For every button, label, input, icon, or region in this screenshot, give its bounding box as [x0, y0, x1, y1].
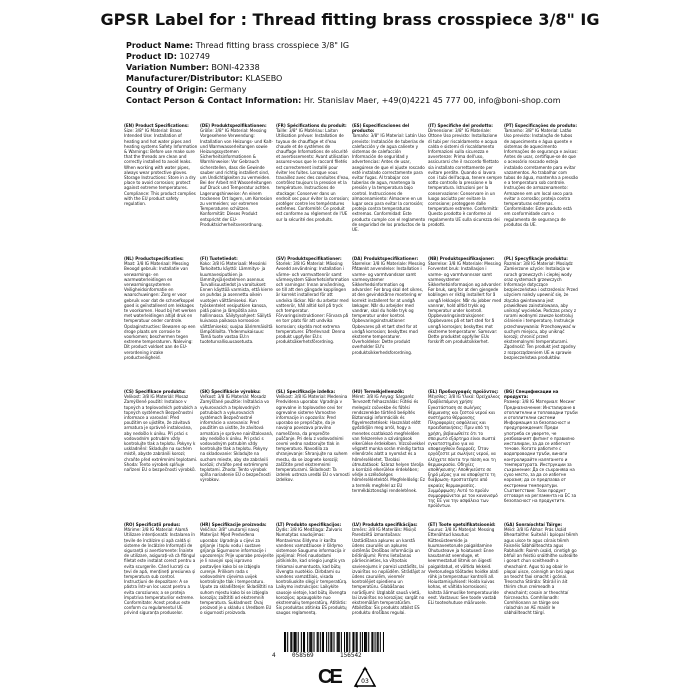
spec-section — [276, 256, 350, 386]
country-value: Germany — [209, 85, 247, 94]
contact-label: Contact Person & Contact Information: — [126, 96, 302, 105]
barcode — [270, 632, 390, 662]
section-body: Storlek: 3/8 IG Material: Mässing Avsedd användning: Installation i värme- och varmvattenrör samt värmesystem Säkerhetsinformation och varningar: Innan användning, se till att den gängade kopplingen är korrekt installerad för att undvika läckor. När du arbetar med vattenrör, håll alltid koll på tryck och temperatur. Förvaringsinstruktioner: Förvara på en torr plats för att undvika korrosion; skydda mot extrema temperaturer. Efterlevnad: Denna produkt uppfyller EU:s produktsäkerhetsförordning. — [276, 261, 350, 345]
section-heading: (IT) Specifiche del prodotto: — [428, 123, 493, 128]
product-name-label: Product Name: — [126, 41, 194, 50]
section-heading: (CS) Specifikace produktu: — [124, 389, 186, 394]
section-heading: (SK) Špecifikácie výrobku: — [200, 389, 261, 394]
section-heading: (SV) Produktspecifikationer: — [276, 256, 342, 261]
section-heading: (HU) Termékjellemzők: — [352, 389, 405, 394]
variation-label: Variation Number: — [126, 63, 209, 72]
spec-section — [428, 123, 502, 253]
section-body: Taille: 3/8" IG Matériau: Laiton Utilisation prévue: Installation de tuyaux de chauffage et d'eau chaude et de systèmes de chauffage Informations de sécurité et avertissements: Avant utilisation assurez-vous que le raccord filetés est correctement installé pour éviter les fuites. Lorsque vous travaillez avec des conduites d'eau, contrôlez toujours la pression et la température. Instructions de stockage: Conserver dans un endroit sec pour éviter la corrosion; protéger contre les températures extrêmes. Conformité: Ce produit est conforme au règlement de l'UE sur la sécurité des produits. — [276, 128, 350, 222]
section-heading: (NB) Produktspesifikasjoner: — [428, 256, 495, 261]
section-body: Μέγεθος: 3/8 IG Υλικό: Ορείχαλκος Προβλεπόμενη χρήση: Εγκατάσταση σε σωλήνες θέρμανσης και ζεστού νερού και συστήματα θέρμανσης Πληροφορίες ασφάλειας και προειδοποιήσεις: Πριν από τη χρήση, βεβαιωθείτε ότι το σπειρωτό εξάρτημα είναι σωστά εγκατεστημένο για να αποφευχθούν διαρροές. Όταν εργάζεστε με σωλήνες νερού, να ελέγχετε πάντα την πίεση και τη θερμοκρασία. Οδηγίες αποθήκευσης: Αποθηκεύστε σε ξηρό μέρος για να αποφύγετε τη διάβρωση· προστατέψτε από ακραίες θερμοκρασίες. Συμμόρφωση: Αυτό το προϊόν συμμορφώνεται με τον κανονισμό της ΕΕ για την ασφάλεια των προϊόντων. — [428, 394, 501, 509]
section-heading: (DE) Produktspezifikationen: — [200, 123, 267, 128]
ce-mark: CE — [318, 666, 340, 688]
section-heading: (LT) Produkto specifikacijos: — [276, 522, 342, 527]
spec-row — [124, 389, 580, 519]
section-body: Maat: 3/8 IG Materiaal: Messing Beoogd gebruik: Installatie van verwarmings- en warmwaterleidingen en verwarmingssystemen Veiligheidsinformatie en waarschuwingen: Zorg er voor gebruik voor dat de schroefkoppel goed is geïnstalleerd om lekkages te voorkomen. Houd bij het werken met waterleidingen altijd druk en temperatuur onder controle. Opslaginstructies: Bewaren op een droge plaats om corrosie te voorkomen; beschermen tegen extreme temperaturen. Naleving: Dit product voldoet aan de EU-verordening inzake productveiligheid. — [124, 261, 197, 360]
spec-section — [200, 256, 274, 386]
section-body: Suurus: 3/8 IG Materjal: Messing Ettenähtud kasutus: Küttesüsteemide ja kuumaveetorude paigaldamine Ohutusteave ja hoiatused: Enne kasutamist veenduge, et keermestatud liitmik on õigesti paigaldatud, et vältida lekkeid. Veetorudega töötades hoidke alati rõhk ja temperatuur kontrolli all. Hoiustamisjuhised: Hoida kuivas kohas, et vältida korrosiooni; kaitsta äärmuslike temperatuuride eest. Vastavus: See toode vastab ELi tooteohutuse määrusele. — [428, 527, 499, 606]
section-body: Tamaño: 3/8" IG Material: Latón Uso previsto: Instalación de tuberías de calefacción y de agua caliente y sistemas de calefacción Información de seguridad y advertencias: Antes de usar, asegúrese de que el ajuste roscado esté instalado correctamente para evitar fugas. Al trabajar con tuberías de agua, mantenga la presión y la temperatura bajo control. Instrucciones de almacenamiento: Almacene en un lugar seco para evitar la corrosión; proteja contra temperaturas extremas. Conformidad: Este producto cumple con el reglamento de seguridad de los productos de la UE. — [352, 133, 426, 233]
section-body: Размер: 3/8 IG Материал: Месинг Предназначение: Инсталиране в отоплителни и топловодни тръби и отоплителни системи Информация за безопасност и предупреждения: Преди употреба се уверете, че резбованият фитинг е правилно инсталиран, за да се избегнат течове. Когато работите с водопроводни тръби, винаги контролирайте налягането и температурата. Инструкции за съхранение: Да се съхранява на сухо място, за да се избегне корозия; да се предпазва от екстремни температури. Съответствие: Този продукт отговаря на регламента на ЕС за безопасност на продуктите. — [504, 399, 578, 504]
section-heading: (GA) Sonraíochtaí Táirge: — [504, 522, 563, 527]
barcode-bars — [284, 632, 384, 652]
section-body: Méid: 3/8 IG Ábhar: Prás Úsáid Bheartaithe: Suiteáil i bpíopaí téimh agus uisce te agus córais téimh Faisnéis Sábháilteachta agus Rabhaidh: Roimh úsáid, cinntigh go bhfuil an feistiú snáithithe suiteáilte i gceart chun sceitheadh a sheachaint. Agus tú ag obair le píopaí uisce, coinnigh an brú agus an teocht faoi smacht i gcónaí. Treoracha Stórála: Stóráil in áit thirim chun creimeadh a sheachaint; cosain ar theochtaí foircneacha. Comhlíonadh: Comhlíonann an táirge seo rialachán an AE maidir le sábháilteacht táirgí. — [504, 527, 578, 616]
section-body: Größe: 3/8" IG Material: Messing Vorgesehene Verwendung: Installation von Heizungs- und Kalt- und Warmwasserleitungen sowie Heizungssystemen Sicherheitsinformationen & Warnhinweise: Vor Gebrauch sicherstellen, dass die Gewinde sauber und richtig installiert sind, um Undichtigkeiten zu vermeiden. Bei der Arbeit mit Wasserleitungen auf Druck und Temperatur achten. Lagerungshinweise: An einem trockenen Ort lagern, um Korrosion zu vermeiden; vor extremen Temperaturen schützen. Konformität: Dieses Produkt entspricht der EU-Produktsicherheitsverordnung. — [200, 128, 273, 227]
section-body: Mărime: 3/8 IG Material: Alamă Utilizare intenționată: Instalarea în țevile de încălzire și apă caldă și sisteme de încălzire Informații de siguranță și avertismente: Înainte de utilizare, asigurați-vă că fitingul filetat este instalat corect pentru a evita scurgerile. Când lucrați cu țevi de apă, mențineți presiunea și temperatura sub control. Instrucțiuni de depozitare: A se păstra într-un loc uscat pentru a evita coroziunea; a se proteja împotriva temperaturilor extreme. Conformitate: Acest produs este conform cu regulamentul UE privind siguranța produselor. — [124, 527, 196, 616]
spec-section — [352, 256, 426, 386]
barcode-lead-digit: 4 — [272, 652, 276, 659]
page-title: GPSR Label for : Thread fitting brass crosspiece 3/8" IG — [100, 10, 600, 29]
section-body: Tamanho: 3/8" IG Material: Latão Uso previsto: Instalação de tubos de aquecimento e água quente e sistemas de aquecimento Informações de segurança e avisos: Antes de usar, certifique-se de que o acessório roscado esteja instalado corretamente para evitar vazamentos. Ao trabalhar com tubos de água, mantenha a pressão e a temperatura sob controle. Instruções de armazenamento: Armazene em um local seco para evitar a corrosão; proteja contra temperaturas extremas. Conformidade: Este produto está em conformidade com o regulamento de segurança de produtos da UE. — [504, 128, 578, 227]
section-heading: (BG) Спецификации на продукта: — [504, 389, 559, 400]
barcode-left-digits: 058569 — [292, 652, 314, 659]
section-body: Størrelse: 3/8 IG Materiale: Messing Forventet bruk: Installasjon i varme- og varmtvannsrør samt varmesystemer Sikkerhetsinformasjon og advarsler: Før bruk, sørg for at den gjengede koblingen er riktig installert for å unngå lekkasjer. Når du jobber med vannrør, hold alltid trykk og temperatur under kontroll. Oppbevaringsinstruksjoner: Oppbevares på et tørt sted for å unngå korrosjon; beskyttes mot ekstreme temperaturer. Samsvar: Dette produktet oppfyller EUs forskrift om produktsikkerhet. — [428, 261, 502, 345]
section-heading: (FI) Tuotetiedot: — [200, 256, 238, 261]
spec-section — [504, 389, 578, 519]
spec-section — [428, 256, 502, 386]
product-id-label: Product ID: — [126, 52, 177, 61]
manufacturer-row — [126, 73, 686, 84]
barcode-right-digits: 156542 — [340, 652, 362, 659]
section-body: Rozmiar: 3/8 IG Materiał: Mosiądz Zamierzone użycie: Instalacja w rurach grzewczych i ciepłej wody oraz systemach grzewczych Informacje dotyczące bezpieczeństwa i ostrzeżenia: Przed użyciem należy upewnić się, że złączka gwintowana jest prawidłowo zainstalowana, aby uniknąć wycieków. Podczas pracy z rurami wodnymi zawsze kontroluj ciśnienie i temperaturę. Instrukcje przechowywania: Przechowywać w suchym miejscu, aby uniknąć korozji; chronić przed ekstremalnymi temperaturami. Zgodność: Ten produkt jest zgodny z rozporządzeniem UE w sprawie bezpieczeństwa produktów. — [504, 261, 578, 360]
spec-row — [124, 123, 580, 253]
section-heading: (PT) Especificações do produto: — [504, 123, 578, 128]
spec-section — [276, 123, 350, 253]
section-heading: (RO) Specificații produs: — [124, 522, 181, 527]
spec-section — [124, 123, 198, 253]
section-body: Koko: 3/8 IG Materiaali: Messinki Tarkoitettu käyttö: Lämmitys- ja kuumavesiputkien ja lämmitysjärjestelmien asennus Turvallisuustiedot ja varoitukset: Ennen käyttöä varmista, että kierre on puhdas ja asennettu oikein vuotojen välttämiseksi. Kun työskentelet vesiputkien kanssa, pidä paine ja lämpötila aina hallinnassa. Säilytysohjeet: Säilytä kuivassa paikassa korroosion välttämiseksi; suojaa äärimmäisiltä lämpötiloilta. Yhdenmukaisuus: Tämä tuote vastaa EU:n tuoteturvallisuusasetusta. — [200, 261, 273, 345]
spec-section — [504, 522, 578, 652]
product-name-value: Thread fitting brass crosspiece 3/8" IG — [195, 41, 350, 50]
spec-section — [200, 522, 274, 652]
recycle-code: 03 — [361, 678, 369, 685]
section-heading: (ET) Toote spetsifikatsioonid: — [428, 522, 496, 527]
product-name-row — [126, 40, 686, 51]
section-heading: (DA) Produktspecifikationer: — [352, 256, 419, 261]
section-heading: (EL) Προδιαγραφές προϊόντος: — [428, 389, 499, 394]
section-body: Méret: 3/8 IG Anyag: Sárgaréz Tervezett felhasználás: Fűtési és melegvíz csövekbe és fűtési rendszerekbe történő beépítés Biztonsági információk és figyelmeztetések: Használat előtt győződjön meg arról, hogy a menetes csatlakozó megfelelően van felszerelve a szivárgások elkerülése érdekében. Vízcsövekkel végzett munka során mindig tartsa ellenőrzés alatt a nyomást és a hőmérsékletet. Tárolási útmutatások: Száraz helyen tárolja a korrózió elkerülése érdekében; védje a szélsőséges hőmérsékletektől. Megfelelőség: Ez a termék megfelel az EU termékbiztonsági rendeletének. — [352, 394, 425, 493]
section-body: Size: 3/8" IG Material: Brass Intended Use: Installation of heating and hot water pipes and heating systems Safety Information & Warnings: Before use make sure that the threads are clean and correctly installed to avoid leaks. When working with water pipes, always wear protective gloves. Storage Instructions: Store in a dry place to avoid corrosion; protect against extreme temperatures. Compliance: This product complies with the EU product safety regulation. — [124, 128, 198, 207]
spec-section — [124, 389, 198, 519]
manufacturer-value: KLASEBO — [245, 74, 283, 83]
section-heading: (SL) Specifikacije izdelka: — [276, 389, 336, 394]
variation-value: BONI-42338 — [211, 63, 260, 72]
spec-section — [352, 389, 426, 519]
spec-section — [428, 389, 502, 519]
section-body: Størrelse: 3/8 IG Materiale: Messing Påtænkt anvendelse: Installation i varme- og varmtvandsrør samt varmesystemer Sikkerhedsinformation og advarsler: Før brug skal det sikres, at den gevindskårne montering er korrekt installeret for at undgå lækager. Når du arbejder med vandrør, skal du holde tryk og temperatur under kontrol. Opbevaringsinstruktioner: Opbevares på et tørt sted for at undgå korrosion; beskyttes mod ekstreme temperaturer. Overholdelse: Dette produkt overholder EU's produktsikkerhedsforordning. — [352, 261, 425, 355]
spec-section — [276, 389, 350, 519]
spec-section — [504, 123, 578, 253]
spec-section — [200, 389, 274, 519]
section-body: Veľkosť: 3/8 IG Materiál: Mosadz Zamýšľané použitie: Inštalácia vo vykurovacích a teplovodných potrubiach a vykurovacích systémoch Bezpečnostné informácie a varovania: Pred použitím sa uistite, že závitová armatúra je správne nainštalovaná, aby nedošlo k úniku. Pri práci s vodovodným potrubím vždy kontrolujte tlak a teplotu. Pokyny na skladovanie: Skladujte na suchom mieste, aby ste zabránili korózii; chráňte pred extrémnymi teplotami. Zhoda: Tento výrobok spĺňa nariadenie EÚ o bezpečnosti výrobkov. — [200, 394, 274, 483]
product-info — [126, 40, 686, 106]
spec-section — [124, 522, 198, 652]
contact-row — [126, 95, 686, 106]
section-heading: (EN) Product Specifications: — [124, 123, 189, 128]
section-body: Velikost: 3/8 IG Materiál: Mosaz Zamýšlené použití: Instalace v topných a teplovodních potrubích a topných systémech Bezpečnostní informace a varování: Před použitím se ujistěte, že závitová armatura je správně instalována, aby nedošlo k úniku. Při práci s vodovodním potrubím vždy kontrolujte tlak a teplotu. Pokyny k uskladnění: Skladujte na suchém místě, abyste zabránili korozi; chraňte před extrémními teplotami. Shoda: Tento výrobek splňuje nařízení EU o bezpečnosti výrobků. — [124, 394, 198, 473]
contact-value: Hr. Stanislav Maer, +49(0)4221 45 777 00, info@boni-shop.com — [303, 96, 561, 105]
spec-section — [428, 522, 502, 652]
section-heading: (HR) Specifikacije proizvoda: — [200, 522, 267, 527]
section-heading: (FR) Spécifications du produit: — [276, 123, 347, 128]
spec-grid — [124, 123, 580, 655]
section-heading: (LV) Produkta specifikācijas: — [352, 522, 418, 527]
country-label: Country of Origin: — [126, 85, 208, 94]
spec-section — [124, 256, 198, 386]
section-body: Veličina: 3/8" unutarnji navoj Materijal: Mjed Predviđena uporaba: Ugradnja u cijevi za grijanje i toplu vodu i sustave grijanja Sigurnosne informacije i upozorenja: Prije uporabe provjerite je li navojni spoj ispravno postavljen kako bi se izbjeglo curenje. Prilikom rada s vodovodnim cijevima uvijek kontrolirajte tlak i temperaturu. Upute za skladištenje: Skladištiti na suhom mjestu kako bi se izbjegla korozija; zaštititi od ekstremnih temperatura. Sukladnost: Ovaj proizvod je u skladu s Uredbom EU o sigurnosti proizvoda. — [200, 527, 274, 616]
spec-section — [200, 123, 274, 253]
manufacturer-label: Manufacturer/Distributor: — [126, 74, 243, 83]
section-heading: (PL) Specyfikacje produktu: — [504, 256, 568, 261]
product-id-value: 102749 — [179, 52, 210, 61]
country-row — [126, 84, 686, 95]
spec-section — [352, 123, 426, 253]
spec-row — [124, 256, 580, 386]
section-body: Izmērs: 3/8 IG Materiāls: Misiņš Paredzētā izmantošana: Uzstādīšana apkures un karstā ūdens caurulēs un apkures sistēmās Drošības informācija un brīdinājumi: Pirms lietošanas pārliecinieties, ka vītņotais savienojums ir pareizi uzstādīts, lai izvairītos no noplūdēm. Strādājot ar ūdens caurulēm, vienmēr kontrolējiet spiedienu un temperatūru. Glabāšanas norādījumi: Uzglabāt sausā vietā, lai izvairītos no korozijas; sargāt no ekstremālām temperatūrām. Atbilstība: Šis produkts atbilst ES produktu drošības regulai. — [352, 527, 426, 616]
section-body: Velikost: 3/8 IG Material: Medenina Predvidena uporaba: Vgradnja v ogrevalne in toplovodne cevi ter ogrevalne sisteme Varnostne informacije in opozorila: Pred uporabo se prepričajte, da je navojna povezava pravilno nameščena, da preprečite puščanje. Pri delu z vodovodnimi cevmi vedno nadzorujte tlak in temperaturo. Navodila za shranjevanje: Shranjujte na suhem mestu, da se izognete koroziji; zaščitite pred ekstremnimi temperaturami. Skladnost: Ta izdelek ustreza uredbi EU o varnosti izdelkov. — [276, 394, 350, 483]
variation-row — [126, 62, 686, 73]
section-body: Dydis: 3/8 IG Medžiaga: Žalvaris Numatytas naudojimas: Montavimas šildymo ir karšto vandens vamzdžiuose ir šildymo sistemose Saugumo informacija ir įspėjimai: Prieš naudodami įsitikinkite, kad sriegio jungtis yra tinkamai sumontuota, kad būtų išvengta nuotėkio. Dirbdami su vandens vamzdžiais, visada kontroliuokite slėgį ir temperatūrą. Laikymo instrukcijos: Laikykite sausoje vietoje, kad būtų išvengta korozijos; apsaugokite nuo ekstremalių temperatūrų. Atitiktis: Šis produktas atitinka ES produktų saugos reglamentą. — [276, 527, 348, 616]
section-body: Dimensione: 3/8" IG Materiale: Ottone Uso previsto: Installazione di tubi per riscaldamento e acqua calda e sistemi di riscaldamento Informazioni sulla sicurezza e avvertenze: Prima dell'uso, assicurarsi che il raccordo filettato sia installato correttamente per evitare perdite. Quando si lavora con i tubi dell'acqua, tenere sempre sotto controllo la pressione e la temperatura. Istruzioni per la conservazione: Conservare in un luogo asciutto per evitare la corrosione; proteggere dalle temperature estreme. Conformità: Questo prodotto è conforme al regolamento UE sulla sicurezza dei prodotti. — [428, 128, 502, 227]
section-heading: (ES) Especificaciones del producto: — [352, 123, 410, 134]
product-id-row — [126, 51, 686, 62]
recycling-triangle-icon — [352, 665, 378, 691]
spec-section — [504, 256, 578, 386]
section-heading: (NL) Productspecificaties: — [124, 256, 184, 261]
